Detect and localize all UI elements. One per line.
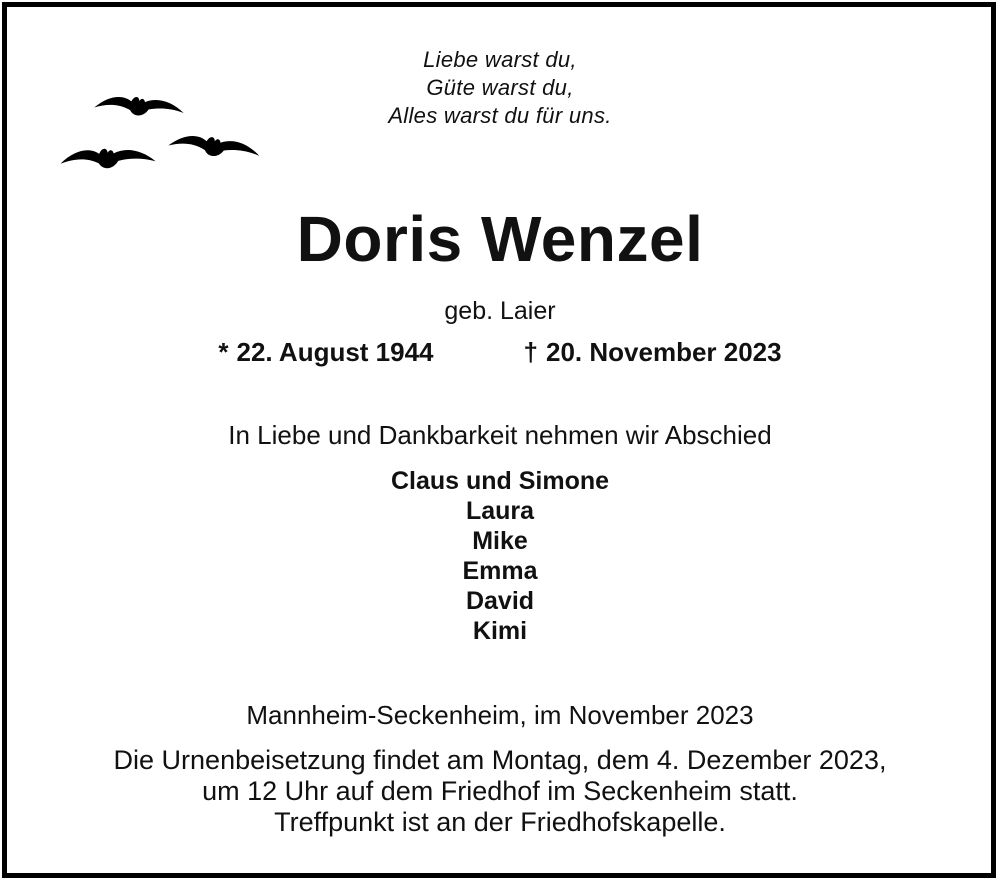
verse-line: Liebe warst du, bbox=[423, 47, 577, 72]
birth-symbol: * bbox=[218, 337, 229, 367]
verse bbox=[10, 46, 990, 130]
mourners-list bbox=[10, 466, 990, 646]
mourner-name: Emma bbox=[462, 557, 538, 585]
life-dates bbox=[10, 337, 990, 367]
maiden-name: geb. Laier bbox=[444, 297, 556, 325]
death-date-text: 20. November 2023 bbox=[546, 337, 782, 367]
mourner-name: Laura bbox=[465, 497, 535, 525]
verse-line: Alles warst du für uns. bbox=[388, 103, 612, 128]
funeral-info-line: Treffpunkt ist an der Friedhofskapelle. bbox=[274, 807, 726, 837]
funeral-info bbox=[10, 745, 990, 838]
notice-content bbox=[10, 0, 990, 838]
mourner-name: Kimi bbox=[472, 617, 528, 645]
verse-line: Güte warst du, bbox=[426, 75, 574, 100]
death-cross-symbol: † bbox=[523, 337, 538, 367]
place-date-line: Mannheim-Seckenheim, im November 2023 bbox=[246, 700, 754, 730]
funeral-info-line: Die Urnenbeisetzung findet am Montag, dem 4. Dezember 2023, bbox=[113, 745, 887, 775]
birth-date bbox=[218, 337, 433, 367]
mourner-name: David bbox=[465, 587, 535, 615]
mourner-name: Mike bbox=[472, 527, 528, 555]
funeral-info-line: um 12 Uhr auf dem Friedhof im Seckenheim statt. bbox=[202, 776, 798, 806]
death-date bbox=[524, 337, 782, 367]
farewell-line: In Liebe und Dankbarkeit nehmen wir Abschied bbox=[228, 420, 772, 450]
mourner-name: Claus und Simone bbox=[390, 467, 610, 495]
birth-date-text: 22. August 1944 bbox=[236, 337, 434, 367]
deceased-name: Doris Wenzel bbox=[296, 203, 704, 275]
